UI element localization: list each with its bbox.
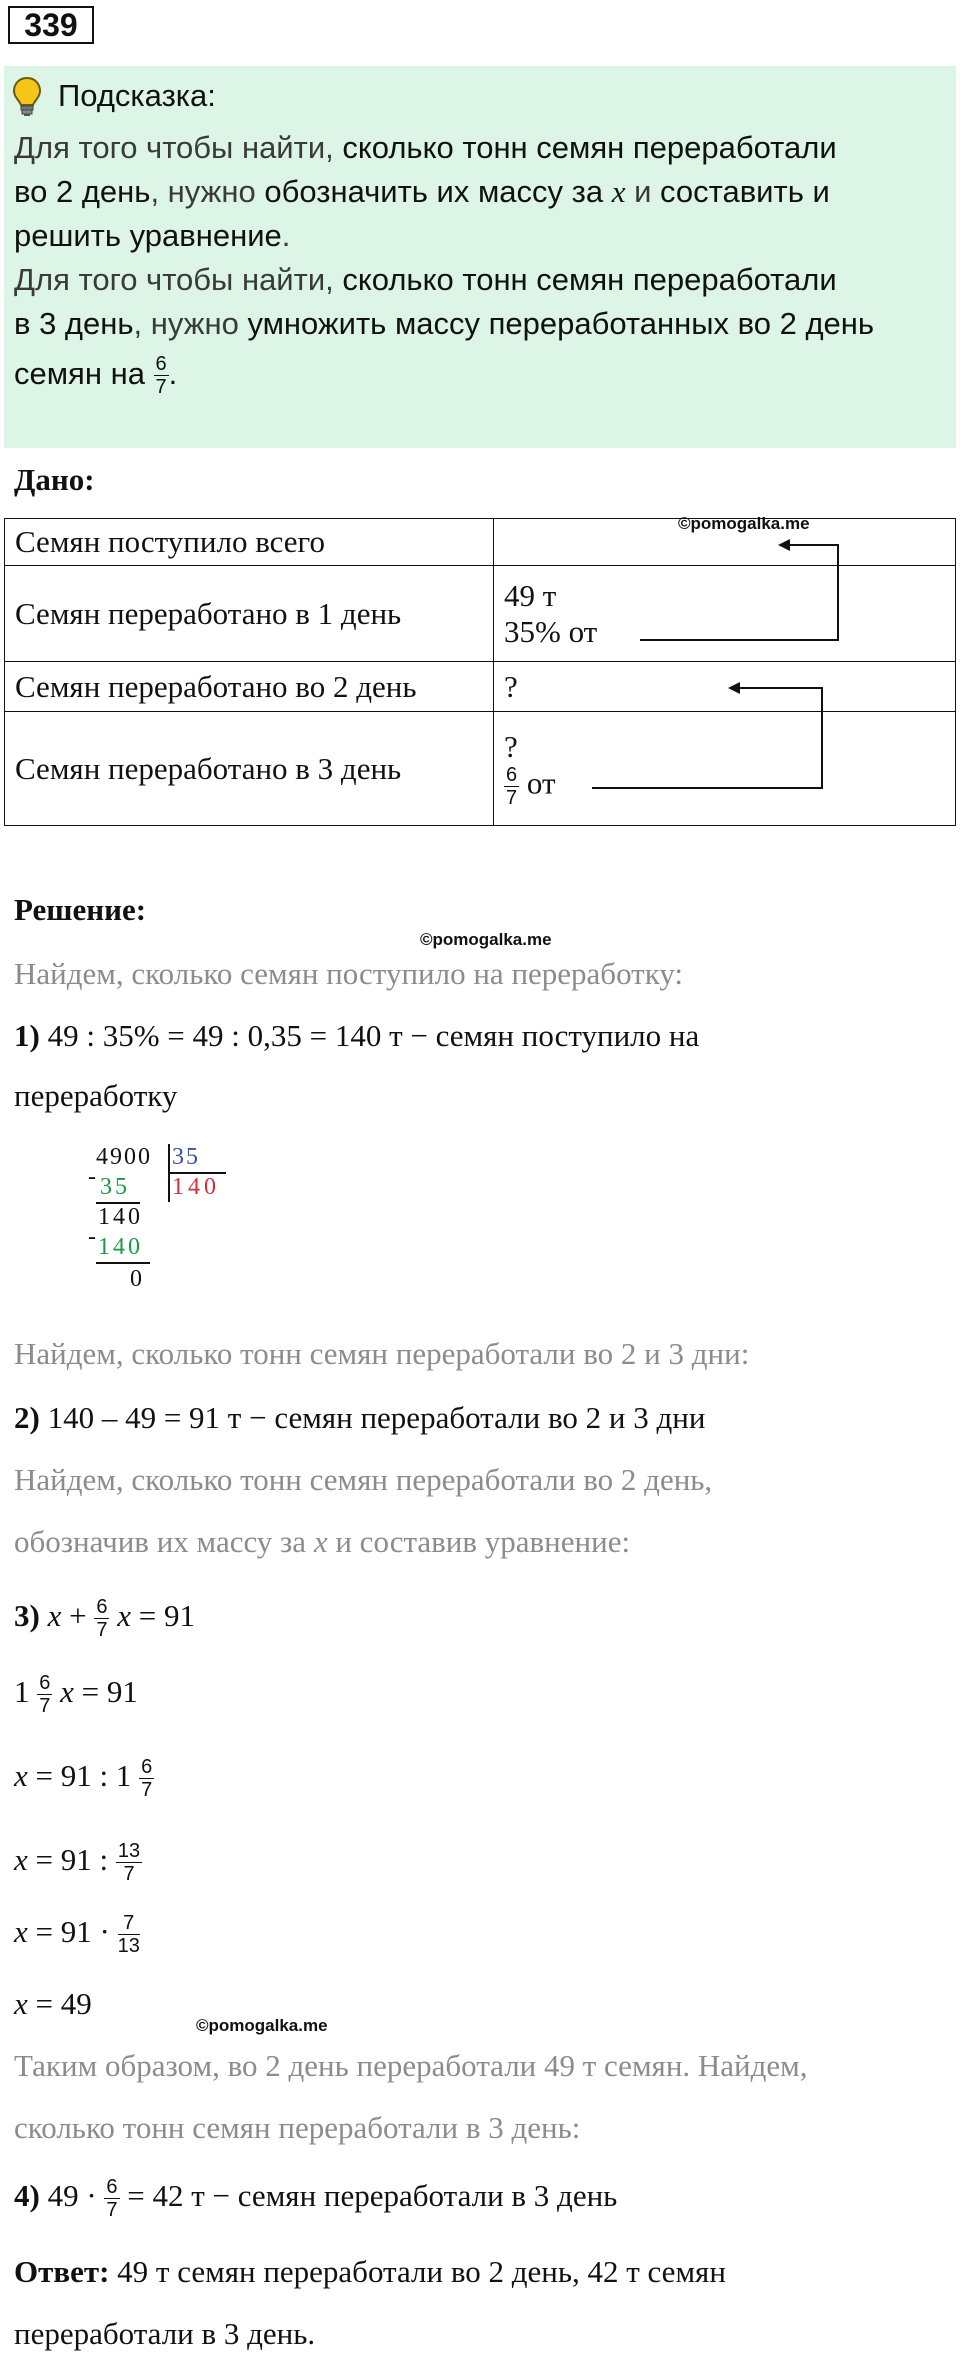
remainder-2: 0 <box>130 1266 142 1292</box>
quotient: 140 <box>172 1174 220 1200</box>
value-text: от <box>526 765 556 801</box>
comment-3a: Найдем, сколько тонн семян переработали во 2 день, <box>14 1462 713 1497</box>
hint-text: обозначить их массу за <box>264 174 612 209</box>
fraction-7-13 <box>118 1913 140 1956</box>
fraction-13-7 <box>116 1841 142 1884</box>
equation-5 <box>14 1902 140 1962</box>
step-text: 49 : 35% = 49 : 0,35 = 140 т − семян поступило на <box>39 1018 700 1053</box>
comment-text: обозначив их массу за <box>14 1524 314 1559</box>
eq-whole: 1 <box>14 1674 30 1709</box>
comment-4b: сколько тонн семян переработали в 3 день: <box>14 2110 581 2145</box>
fraction-denominator: 7 <box>106 2199 118 2222</box>
fraction-6-7 <box>94 1597 109 1640</box>
watermark: ©pomogalka.me <box>678 514 810 533</box>
variable-x: x <box>611 174 626 209</box>
eq-text: + <box>61 1598 95 1633</box>
hint-text: , нужно <box>150 174 265 209</box>
hint-text: . <box>168 356 178 391</box>
variable-x: x <box>14 1914 28 1949</box>
eq-text: = 91 : <box>27 1842 116 1877</box>
variable-x: x <box>14 1842 28 1877</box>
comment-4a: Таким образом, во 2 день переработали 49 т семян. Найдем, <box>14 2048 808 2083</box>
subtrahend-1: 35 <box>100 1174 130 1200</box>
step-1-cont: переработку <box>14 1078 178 1113</box>
answer-cont: переработали в 3 день. <box>14 2316 316 2351</box>
variable-x: x <box>47 1598 62 1633</box>
minus-sign: - <box>88 1164 96 1190</box>
table-cell-label: Семян переработано в 3 день <box>5 712 494 826</box>
fraction-numerator: 13 <box>117 1840 141 1863</box>
watermark: ©pomogalka.me <box>196 2016 328 2035</box>
answer <box>14 2252 726 2292</box>
fraction-numerator: 6 <box>96 1596 108 1619</box>
step-number: 1) <box>14 1018 40 1053</box>
fraction-numerator: 6 <box>155 353 167 376</box>
variable-x: x <box>60 1674 74 1709</box>
fraction-denominator: 7 <box>39 1695 51 1718</box>
step-text: = 42 т − семян переработали в 3 день <box>119 2178 618 2213</box>
hint-text: решить уравнение <box>14 218 282 253</box>
fraction-6-7 <box>139 1757 154 1800</box>
value-line: 49 т <box>504 577 557 613</box>
hint-text: семян на <box>14 356 154 391</box>
hint-text: сколько тонн семян переработали <box>342 130 837 165</box>
hint-text: умножить массу переработанных во 2 день <box>247 306 875 341</box>
step-text: 49 · <box>39 2178 105 2213</box>
comment-3b <box>14 1522 630 1562</box>
equation-4 <box>14 1830 142 1890</box>
hint-text: составить и <box>660 174 830 209</box>
variable-x: x <box>14 1758 28 1793</box>
task-number-badge: 339 <box>8 6 94 44</box>
fraction-numerator: 6 <box>106 2176 118 2199</box>
hint-text: Для того чтобы найти, <box>14 130 343 165</box>
remainder-1: 140 <box>98 1204 143 1230</box>
fraction-denominator: 7 <box>96 1619 108 1642</box>
step-number: 4) <box>14 2178 40 2213</box>
step-4 <box>14 2166 617 2226</box>
comment-2: Найдем, сколько тонн семян переработали во 2 и 3 дни: <box>14 1336 750 1371</box>
variable-x: x <box>14 1986 28 2021</box>
hint-text: в 3 день <box>14 306 134 341</box>
variable-x: x <box>117 1598 131 1633</box>
equation-3 <box>14 1746 154 1806</box>
hint-text: , нужно <box>133 306 248 341</box>
fraction-numerator: 7 <box>118 1913 140 1935</box>
eq-text: = 91 · <box>27 1914 118 1949</box>
fraction-denominator: 7 <box>141 1779 153 1802</box>
equation-6 <box>14 1984 92 2024</box>
fraction-denominator: 7 <box>506 787 518 809</box>
divisor: 35 <box>172 1144 200 1170</box>
table-cell-label: Семян поступило всего <box>5 519 494 566</box>
variable-x: x <box>313 1524 328 1559</box>
fraction-numerator: 6 <box>506 764 518 786</box>
dividend: 4900 <box>96 1144 152 1170</box>
step-2 <box>14 1398 705 1438</box>
watermark: ©pomogalka.me <box>420 930 552 949</box>
fraction-numerator: 6 <box>141 1756 153 1779</box>
table-cell-value: ? <box>494 662 956 712</box>
given-label: Дано: <box>14 462 95 497</box>
step-1 <box>14 1016 699 1056</box>
hint-text: сколько тонн семян переработали <box>342 262 837 297</box>
comment-1: Найдем, сколько семян поступило на переработку: <box>14 956 684 991</box>
table-cell-label: Семян переработано в 1 день <box>5 566 494 662</box>
step-number: 3) <box>14 1598 40 1633</box>
value-line: ? <box>504 729 518 764</box>
hint-text: и <box>625 174 661 209</box>
fraction-numerator: 6 <box>39 1672 51 1695</box>
eq-text: = 91 <box>130 1598 195 1633</box>
fraction-denominator: 7 <box>155 376 167 399</box>
fraction-6-7 <box>37 1673 52 1716</box>
fraction-denominator: 13 <box>117 1935 140 1958</box>
step-number: 2) <box>14 1400 40 1435</box>
answer-text: 49 т семян переработали во 2 день, 42 т семян <box>109 2254 726 2289</box>
long-division <box>90 1138 250 1308</box>
equation-1 <box>14 1586 195 1646</box>
value-line: 35% от <box>504 613 598 649</box>
hint-text: Для того чтобы найти, <box>14 262 343 297</box>
eq-text: = 91 <box>73 1674 138 1709</box>
comment-text: и составив уравнение: <box>327 1524 631 1559</box>
minus-sign: - <box>88 1224 96 1250</box>
arrow-connectors <box>0 0 960 830</box>
hint-text: во 2 день <box>14 174 151 209</box>
hint-title: Подсказка: <box>58 78 216 113</box>
fraction-denominator: 7 <box>123 1863 135 1886</box>
solution-label: Решение: <box>14 892 147 927</box>
eq-text: = 91 : 1 <box>27 1758 132 1793</box>
fraction-6-7 <box>104 2177 119 2220</box>
hint-text: . <box>281 218 291 253</box>
table-cell-label: Семян переработано во 2 день <box>5 662 494 712</box>
step-text: 140 – 49 = 91 т − семян переработали во 2 и 3 дни <box>39 1400 706 1435</box>
eq-text: = 49 <box>27 1986 92 2021</box>
answer-label: Ответ: <box>14 2254 110 2289</box>
underline <box>96 1262 150 1264</box>
subtrahend-2: 140 <box>98 1234 143 1260</box>
equation-2 <box>14 1662 138 1722</box>
